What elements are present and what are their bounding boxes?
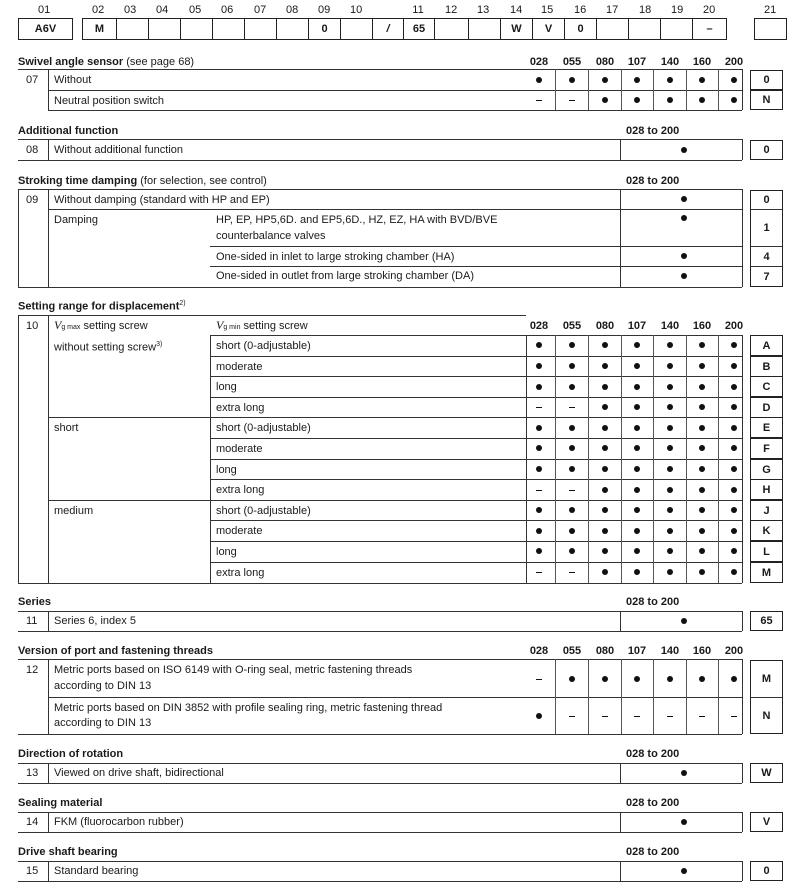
position-number: 17 (606, 4, 619, 16)
position-number: 07 (254, 4, 267, 16)
available-dot (602, 97, 608, 103)
section-title-ports: Version of port and fastening threads (18, 645, 213, 657)
not-available-dash (536, 679, 542, 680)
position-number: 02 (92, 4, 105, 16)
option-label: Standard bearing (54, 865, 139, 877)
available-dot (634, 363, 640, 369)
available-dot (731, 97, 737, 103)
available-dot (602, 528, 608, 534)
option-label: Without (54, 74, 92, 86)
row-divider (210, 479, 742, 480)
option-label: FKM (fluorocarbon rubber) (54, 816, 184, 828)
available-dot (731, 528, 737, 534)
available-dot (602, 445, 608, 451)
row-number-09: 09 (26, 194, 39, 206)
available-dot (569, 466, 575, 472)
option-code[interactable]: M (761, 672, 772, 685)
available-dot (699, 342, 705, 348)
available-dot (681, 253, 687, 259)
option-code[interactable]: 65 (750, 611, 783, 631)
position-number: 14 (510, 4, 523, 16)
size-column-divider (588, 335, 589, 583)
option-label: Without damping (standard with HP and EP) (54, 194, 270, 206)
section-title-series: Series (18, 596, 52, 608)
size-column-divider (686, 69, 687, 110)
not-available-dash (569, 100, 575, 101)
available-dot (731, 404, 737, 410)
type-code-cell-slash[interactable]: / (386, 23, 390, 35)
position-number: 18 (639, 4, 652, 16)
available-dot (634, 384, 640, 390)
damping-label: Damping (54, 214, 99, 226)
available-dot (699, 466, 705, 472)
not-available-dash (569, 490, 575, 491)
type-code-cell-c02[interactable]: M (82, 18, 117, 40)
available-dot (569, 528, 575, 534)
position-number: 21 (764, 4, 777, 16)
vgmax-option-label: medium (54, 504, 94, 517)
size-header-107: 107 (627, 320, 647, 332)
size-column-divider (686, 335, 687, 583)
available-dot (634, 507, 640, 513)
option-code[interactable]: 4 (763, 250, 770, 263)
type-code-cell-c14[interactable]: V (532, 18, 565, 40)
option-code[interactable]: 0 (750, 861, 783, 881)
available-dot (667, 404, 673, 410)
position-number: 06 (221, 4, 234, 16)
row-number-11: 11 (26, 615, 38, 627)
size-header-028: 028 (529, 56, 549, 68)
type-code-cell-empty[interactable] (148, 18, 181, 40)
range-label: 028 to 200 (626, 175, 680, 187)
vgmin-option-label: extra long (216, 484, 265, 497)
range-label: 028 to 200 (626, 596, 680, 608)
available-dot (667, 548, 673, 554)
available-dot (569, 507, 575, 513)
option-label: Metric ports based on ISO 6149 with O-ring seal, metric fastening threads (54, 664, 413, 676)
available-dot (699, 445, 705, 451)
position-number: 04 (156, 4, 169, 16)
vgmin-option-label: extra long (216, 401, 265, 414)
vgmin-option-label: long (216, 463, 237, 476)
vgmax-option-label: without setting screw$^{3)}$ (54, 341, 163, 354)
row-divider (210, 356, 742, 357)
available-dot (536, 77, 542, 83)
position-number: 13 (477, 4, 490, 16)
option-code[interactable]: A (750, 335, 783, 356)
size-header-140: 140 (660, 56, 680, 68)
size-header-055: 055 (562, 645, 582, 657)
type-code-cell-empty[interactable] (212, 18, 245, 40)
available-dot (536, 466, 542, 472)
available-dot (634, 445, 640, 451)
option-code[interactable]: L (750, 541, 783, 562)
range-label: 028 to 200 (626, 846, 680, 858)
position-number: 15 (541, 4, 554, 16)
available-dot (681, 147, 687, 153)
available-dot (634, 528, 640, 534)
position-number: 11 (412, 4, 424, 16)
size-column-divider (555, 335, 556, 583)
option-code[interactable]: B (750, 356, 783, 377)
type-code-cell-c08[interactable]: 0 (308, 18, 341, 40)
option-code[interactable]: E (750, 417, 783, 438)
option-code[interactable]: G (750, 459, 783, 480)
vgmin-option-label: moderate (216, 525, 263, 538)
available-dot (681, 770, 687, 776)
position-number: 10 (350, 4, 363, 16)
available-dot (731, 676, 737, 682)
not-available-dash (536, 100, 542, 101)
available-dot (681, 196, 687, 202)
available-dot (634, 676, 640, 682)
position-number: 01 (38, 4, 51, 16)
section-title-swivel: Swivel angle sensor (see page 68) (18, 56, 195, 68)
size-header-160: 160 (692, 320, 712, 332)
section-title-rotation: Direction of rotation (18, 748, 124, 760)
available-dot (569, 425, 575, 431)
available-dot (731, 342, 737, 348)
available-dot (602, 548, 608, 554)
available-dot (536, 548, 542, 554)
vgmin-option-label: long (216, 546, 237, 558)
option-code[interactable]: W (750, 763, 783, 783)
vgmax-header: Vg max setting screw (54, 318, 148, 332)
available-dot (602, 77, 608, 83)
option-label-line2: according to DIN 13 (54, 680, 152, 692)
size-header-055: 055 (562, 320, 582, 332)
position-number: 05 (189, 4, 202, 16)
size-column-divider (653, 659, 654, 734)
available-dot (602, 363, 608, 369)
available-dot (634, 404, 640, 410)
type-code-cell-empty[interactable] (276, 18, 309, 40)
section-title-additional: Additional function (18, 125, 119, 137)
row-number-15: 15 (26, 865, 39, 877)
option-label: Without additional function (54, 144, 184, 156)
position-number: 16 (574, 4, 587, 16)
range-label: 028 to 200 (626, 125, 680, 137)
not-available-dash (667, 716, 673, 717)
size-header-107: 107 (627, 56, 647, 68)
size-header-028: 028 (529, 645, 549, 657)
row-number-14: 14 (26, 816, 39, 828)
option-label: Viewed on drive shaft, bidirectional (54, 767, 224, 779)
available-dot (634, 425, 640, 431)
available-dot (536, 384, 542, 390)
position-number: 19 (671, 4, 684, 16)
available-dot (536, 713, 542, 719)
section-title-stroking: Stroking time damping (for selection, see control) (18, 175, 267, 187)
available-dot (569, 548, 575, 554)
option-code[interactable]: 1 (763, 222, 770, 234)
type-code-cell-empty[interactable] (596, 18, 629, 40)
type-code-cell-empty[interactable] (180, 18, 213, 40)
type-code-cell-c13[interactable]: W (500, 18, 533, 40)
not-available-dash (536, 572, 542, 573)
available-dot (731, 363, 737, 369)
row-number-10: 10 (26, 320, 39, 332)
available-dot (602, 425, 608, 431)
position-number: 08 (286, 4, 299, 16)
size-column-divider (588, 659, 589, 734)
size-column-divider (653, 335, 654, 583)
size-column-divider (621, 335, 622, 583)
available-dot (699, 77, 705, 83)
size-column-divider (718, 659, 719, 734)
available-dot (699, 548, 705, 554)
size-header-140: 140 (660, 645, 680, 657)
available-dot (681, 215, 687, 221)
not-available-dash (569, 407, 575, 408)
available-dot (634, 466, 640, 472)
size-header-200: 200 (724, 320, 744, 332)
available-dot (634, 97, 640, 103)
dash-cell-frame (692, 18, 727, 40)
available-dot (667, 487, 673, 493)
not-available-dash (569, 716, 575, 717)
size-column-divider (686, 659, 687, 734)
option-code[interactable]: 0 (763, 194, 770, 206)
row-divider (210, 438, 742, 439)
type-code-cell-dash20[interactable]: – (706, 23, 713, 35)
type-code-cell-empty[interactable] (628, 18, 661, 40)
available-dot (699, 425, 705, 431)
available-dot (536, 445, 542, 451)
size-header-200: 200 (724, 645, 744, 657)
size-column-divider (718, 335, 719, 583)
available-dot (667, 569, 673, 575)
row-divider (210, 520, 742, 521)
row-divider (210, 459, 742, 460)
size-column-divider (653, 69, 654, 110)
available-dot (569, 363, 575, 369)
available-dot (634, 569, 640, 575)
available-dot (569, 342, 575, 348)
available-dot (569, 77, 575, 83)
position-number: 20 (703, 4, 716, 16)
available-dot (634, 77, 640, 83)
option-code[interactable]: J (750, 500, 783, 521)
available-dot (634, 548, 640, 554)
row-divider (210, 376, 742, 377)
not-available-dash (602, 716, 608, 717)
available-dot (602, 404, 608, 410)
available-dot (536, 363, 542, 369)
size-column-divider (555, 69, 556, 110)
available-dot (569, 676, 575, 682)
type-code-cell-empty[interactable] (244, 18, 277, 40)
row-number-13: 13 (26, 767, 39, 779)
option-code[interactable]: D (750, 397, 783, 418)
available-dot (569, 384, 575, 390)
size-header-160: 160 (692, 56, 712, 68)
available-dot (699, 569, 705, 575)
option-code[interactable]: 7 (763, 271, 770, 283)
size-header-055: 055 (562, 56, 582, 68)
row-number-08: 08 (26, 144, 39, 156)
available-dot (731, 507, 737, 513)
available-dot (667, 466, 673, 472)
type-code-cell-c15[interactable]: 0 (564, 18, 597, 40)
option-label: Neutral position switch (54, 95, 165, 107)
available-dot (634, 342, 640, 348)
vgmax-option-label: short (54, 422, 79, 435)
vgmin-header: Vg min setting screw (216, 318, 308, 332)
not-available-dash (634, 716, 640, 717)
available-dot (667, 425, 673, 431)
type-code-cell-empty[interactable] (660, 18, 693, 40)
not-available-dash (569, 572, 575, 573)
available-dot (699, 487, 705, 493)
option-label: One-sided in inlet to large stroking chamber (HA) (216, 251, 455, 263)
size-header-028: 028 (529, 320, 549, 332)
section-title-sealing: Sealing material (18, 797, 103, 809)
available-dot (667, 384, 673, 390)
available-dot (731, 77, 737, 83)
size-header-160: 160 (692, 645, 712, 657)
row-number-07: 07 (26, 74, 39, 86)
vgmin-option-label: short (0-adjustable) (216, 504, 311, 517)
available-dot (731, 384, 737, 390)
size-column-divider (621, 659, 622, 734)
option-code[interactable]: 0 (750, 140, 783, 160)
option-label: HP, EP, HP5,6D. and EP5,6D., HZ, EZ, HA with BVD/BVE (216, 214, 498, 226)
row-divider (48, 500, 742, 501)
type-code-cell-empty[interactable] (434, 18, 469, 40)
type-code-cell-c11[interactable]: 65 (403, 18, 435, 40)
vgmin-option-label: extra long (216, 566, 265, 579)
slash-cell-frame (372, 18, 404, 40)
type-code-cell-c01[interactable]: A6V (18, 18, 73, 40)
available-dot (667, 342, 673, 348)
option-code[interactable]: H (750, 479, 783, 500)
available-dot (602, 569, 608, 575)
row-divider (210, 541, 742, 542)
size-header-140: 140 (660, 320, 680, 332)
available-dot (536, 342, 542, 348)
available-dot (681, 273, 687, 279)
available-dot (731, 425, 737, 431)
available-dot (667, 77, 673, 83)
available-dot (667, 363, 673, 369)
available-dot (699, 97, 705, 103)
option-code[interactable]: 0 (750, 70, 783, 90)
option-code[interactable]: N (762, 710, 771, 722)
available-dot (602, 487, 608, 493)
range-label: 028 to 200 (626, 748, 680, 760)
available-dot (731, 548, 737, 554)
available-dot (699, 507, 705, 513)
type-code-cell-empty[interactable] (116, 18, 149, 40)
vgmin-option-label: short (0-adjustable) (216, 340, 311, 352)
available-dot (634, 487, 640, 493)
size-header-200: 200 (724, 56, 744, 68)
section-title-bearing: Drive shaft bearing (18, 846, 118, 858)
not-available-dash (699, 716, 705, 717)
size-header-080: 080 (595, 320, 615, 332)
available-dot (602, 507, 608, 513)
available-dot (667, 97, 673, 103)
option-code[interactable]: C (750, 376, 783, 397)
vgmin-option-label: moderate (216, 443, 263, 455)
available-dot (699, 384, 705, 390)
available-dot (731, 487, 737, 493)
available-dot (667, 507, 673, 513)
type-code-cell-empty[interactable] (754, 18, 787, 40)
type-code-cell-empty[interactable] (340, 18, 373, 40)
size-column-divider (555, 659, 556, 734)
available-dot (699, 528, 705, 534)
option-label: Series 6, index 5 (54, 615, 136, 627)
vgmin-option-label: moderate (216, 360, 263, 373)
not-available-dash (536, 407, 542, 408)
range-label: 028 to 200 (626, 797, 680, 809)
type-code-cell-empty[interactable] (468, 18, 501, 40)
available-dot (731, 569, 737, 575)
size-column-divider (718, 69, 719, 110)
option-code[interactable]: N (750, 90, 783, 110)
available-dot (699, 676, 705, 682)
row-divider (48, 417, 742, 418)
option-label-line2: counterbalance valves (216, 230, 326, 242)
vgmin-option-label: long (216, 381, 237, 394)
size-header-107: 107 (627, 645, 647, 657)
available-dot (681, 819, 687, 825)
position-number: 12 (445, 4, 458, 16)
available-dot (681, 868, 687, 874)
option-code[interactable]: V (750, 812, 783, 832)
available-dot (699, 404, 705, 410)
option-code[interactable]: F (750, 438, 783, 459)
available-dot (731, 445, 737, 451)
position-number: 09 (318, 4, 331, 16)
available-dot (569, 445, 575, 451)
option-label-line2: according to DIN 13 (54, 717, 152, 729)
size-column-divider (588, 69, 589, 110)
available-dot (667, 445, 673, 451)
available-dot (602, 342, 608, 348)
available-dot (602, 384, 608, 390)
available-dot (667, 528, 673, 534)
option-label: Metric ports based on DIN 3852 with profile sealing ring, metric fastening thread (54, 702, 443, 714)
available-dot (699, 363, 705, 369)
available-dot (602, 466, 608, 472)
row-divider (210, 397, 742, 398)
size-header-080: 080 (595, 645, 615, 657)
option-code[interactable]: M (750, 562, 783, 583)
size-column-divider (621, 69, 622, 110)
available-dot (681, 618, 687, 624)
option-label: One-sided in outlet from large stroking chamber (DA) (216, 270, 474, 282)
row-divider (210, 562, 742, 563)
available-dot (536, 507, 542, 513)
available-dot (731, 466, 737, 472)
option-code[interactable]: K (750, 520, 783, 541)
not-available-dash (731, 716, 737, 717)
position-number: 03 (124, 4, 137, 16)
available-dot (602, 676, 608, 682)
available-dot (536, 528, 542, 534)
vgmin-option-label: short (0-adjustable) (216, 422, 311, 435)
row-number-12: 12 (26, 664, 39, 676)
section-title-setting: Setting range for displacement$^{2)}$ (18, 300, 186, 313)
not-available-dash (536, 490, 542, 491)
size-header-080: 080 (595, 56, 615, 68)
available-dot (536, 425, 542, 431)
available-dot (667, 676, 673, 682)
